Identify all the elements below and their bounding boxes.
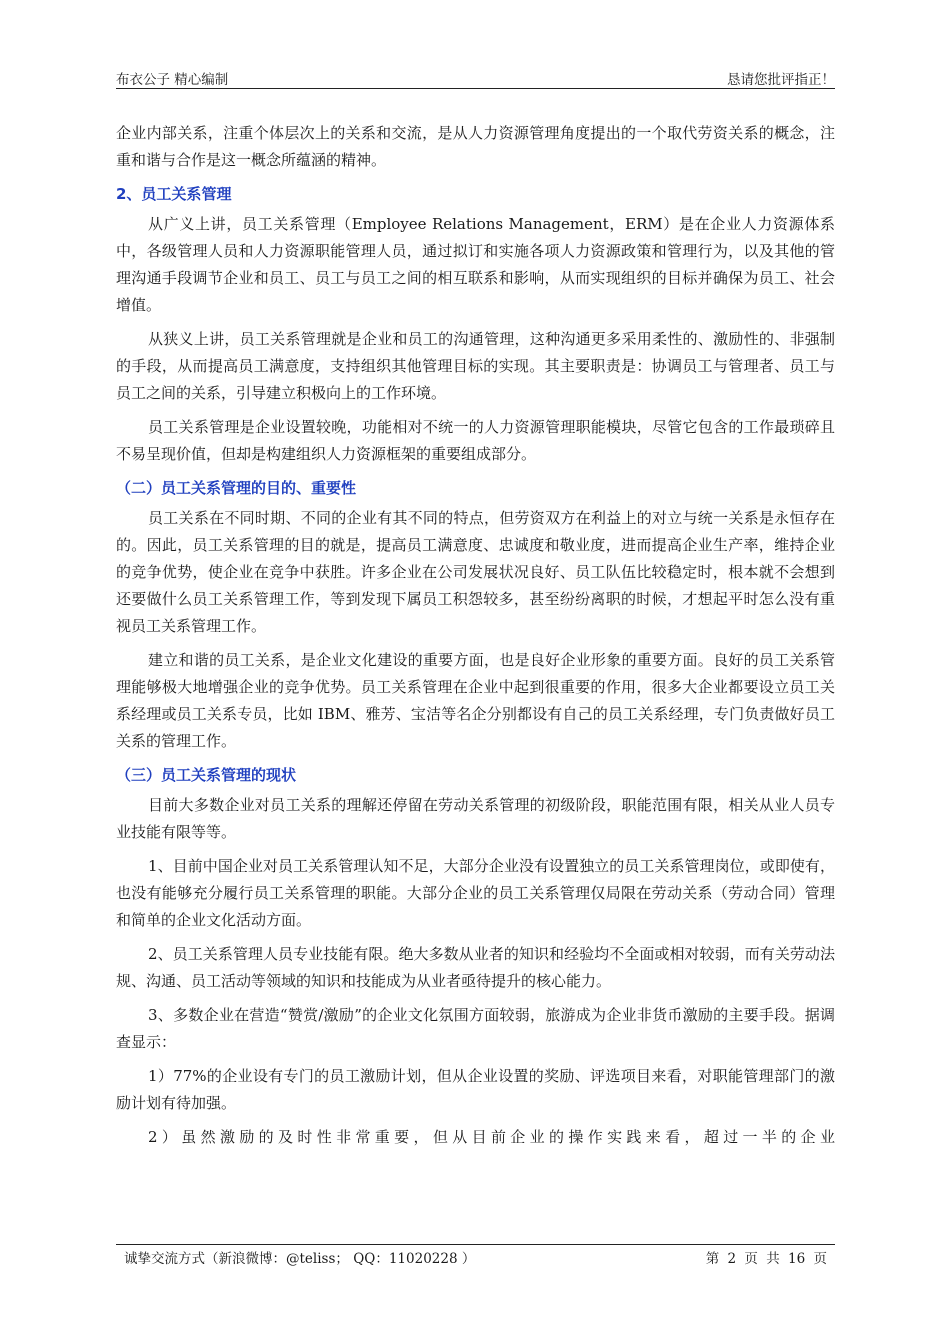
section-heading-current-status: （三）员工关系管理的现状: [116, 766, 297, 784]
paragraph-continued: 企业内部关系，注重个体层次上的关系和交流，是从人力资源管理角度提出的一个取代劳资关系的概念，注重和谐与合作是这一概念所蕴涵的精神。: [116, 124, 835, 169]
header-right-text: 恳请您批评指正！: [727, 72, 835, 88]
section-heading-purpose-importance: （二）员工关系管理的目的、重要性: [116, 479, 357, 497]
section-heading-employee-relations-management: 2、员工关系管理: [116, 185, 232, 203]
page-number: 第 2 页 共 16 页: [705, 1251, 827, 1267]
paragraph-status-item-2: 2、员工关系管理人员专业技能有限。绝大多数从业者的知识和经验均不全面或相对较弱，而有关劳动法规、沟通、员工活动等领域的知识和技能成为从业者亟待提升的核心能力。: [116, 945, 835, 990]
paragraph-narrow-definition: 从狭义上讲，员工关系管理就是企业和员工的沟通管理，这种沟通更多采用柔性的、激励性的、非强制的手段，从而提高员工满意度，支持组织其他管理目标的实现。其主要职责是：协调员工与管理者、员工与员工之间的关系，引导建立积极向上的工作环境。: [116, 330, 835, 402]
header-left-text: 布衣公子 精心编制: [116, 72, 229, 88]
paragraph-status-item-1: 1、目前中国企业对员工关系管理认知不足，大部分企业没有设置独立的员工关系管理岗位，或即使有，也没有能够充分履行员工关系管理的职能。大部分企业的员工关系管理仅局限在劳动关系（劳动合同）管理和简单的企业文化活动方面。: [116, 857, 835, 929]
paragraph-module-status: 员工关系管理是企业设置较晚，功能相对不统一的人力资源管理职能模块，尽管它包含的工作最琐碎且不易呈现价值，但却是构建组织人力资源框架的重要组成部分。: [116, 418, 835, 463]
page-footer: [116, 1244, 835, 1267]
paragraph-broad-definition: 从广义上讲，员工关系管理（Employee Relations Management，ERM）是在企业人力资源体系中，各级管理人员和人力资源职能管理人员，通过拟订和实施各项人力资源政策和管理行为，以及其他的管理沟通手段调节企业和员工、员工与员工之间的相互联系和影响，从而实现组织的目标并确保为员工、社会增值。: [116, 215, 835, 314]
paragraph-status-item-3: 3、多数企业在营造“赞赏/激励”的企业文化氛围方面较弱，旅游成为企业非货币激励的主要手段。据调查显示：: [116, 1006, 835, 1051]
paragraph-survey-item-1: 1）77%的企业设有专门的员工激励计划，但从企业设置的奖励、评选项目来看，对职能管理部门的激励计划有待加强。: [116, 1067, 835, 1112]
page-header: [116, 66, 835, 89]
document-body: [116, 120, 835, 1158]
paragraph-status-intro: 目前大多数企业对员工关系的理解还停留在劳动关系管理的初级阶段，职能范围有限，相关从业人员专业技能有限等等。: [116, 796, 835, 841]
paragraph-purpose: 员工关系在不同时期、不同的企业有其不同的特点，但劳资双方在利益上的对立与统一关系是永恒存在的。因此，员工关系管理的目的就是，提高员工满意度、忠诚度和敬业度，进而提高企业生产率，维持企业的竞争优势，使企业在竞争中获胜。许多企业在公司发展状况良好、员工队伍比较稳定时，根本就不会想到还要做什么员工关系管理工作，等到发现下属员工积怨较多，甚至纷纷离职的时候，才想起平时怎么没有重视员工关系管理工作。: [116, 509, 835, 635]
footer-contact-text: 诚挚交流方式（新浪微博：@teliss； QQ：11020228 ）: [124, 1251, 476, 1267]
paragraph-importance: 建立和谐的员工关系，是企业文化建设的重要方面，也是良好企业形象的重要方面。良好的员工关系管理能够极大地增强企业的竞争优势。员工关系管理在企业中起到很重要的作用，很多大企业都要设立员工关系经理或员工关系专员，比如 IBM、雅芳、宝洁等名企分别都设有自己的员工关系经理，专门负责做好员工关系的管理工作。: [116, 651, 835, 750]
paragraph-survey-item-2: 2）虽然激励的及时性非常重要，但从目前企业的操作实践来看，超过一半的企业: [148, 1128, 835, 1146]
